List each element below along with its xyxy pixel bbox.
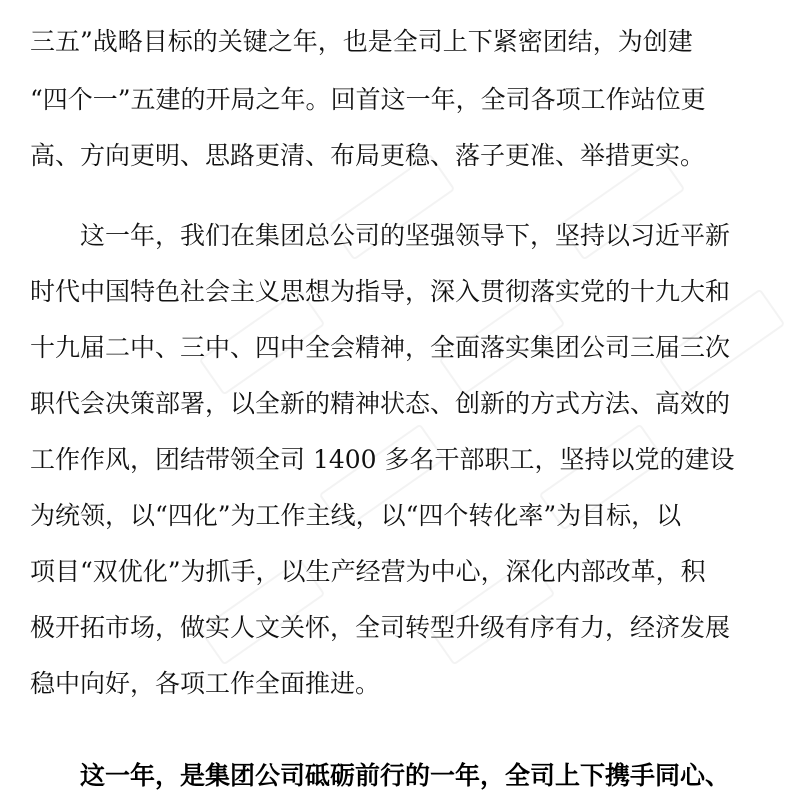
paragraph-line: 工作作风，团结带领全司 1400 多名干部职工，坚持以党的建设 (30, 445, 735, 474)
paragraph-line: 高、方向更明、思路更清、布局更稳、落子更准、举措更实。 (30, 141, 706, 170)
paragraph-line: 职代会决策部署，以全新的精神状态、创新的方式方法、高效的 (30, 389, 731, 418)
paragraph-line: “四个一”五建的开局之年。回首这一年，全司各项工作站位更 (30, 85, 706, 114)
paragraph-line: 时代中国特色社会主义思想为指导，深入贯彻落实党的十九大和 (30, 277, 731, 306)
paragraph-line: 项目“双优化”为抓手，以生产经营为中心，深化内部改革，积 (30, 557, 706, 586)
paragraph-line: 极开拓市场，做实人文关怀，全司转型升级有序有力，经济发展 (30, 613, 731, 642)
paragraph-line-bold: 这一年，是集团公司砥砺前行的一年，全司上下携手同心、 (80, 761, 731, 790)
paragraph-line: 十九届二中、三中、四中全会精神，全面落实集团公司三届三次 (30, 333, 731, 362)
paragraph-line: 为统领，以“四化”为工作主线，以“四个转化率”为目标，以 (30, 501, 682, 530)
paragraph-line: 稳中向好，各项工作全面推进。 (30, 669, 381, 698)
paragraph-line: 这一年，我们在集团总公司的坚强领导下，坚持以习近平新 (80, 221, 731, 250)
paragraph-line: 三五”战略目标的关键之年，也是全司上下紧密团结，为创建 (30, 27, 693, 56)
